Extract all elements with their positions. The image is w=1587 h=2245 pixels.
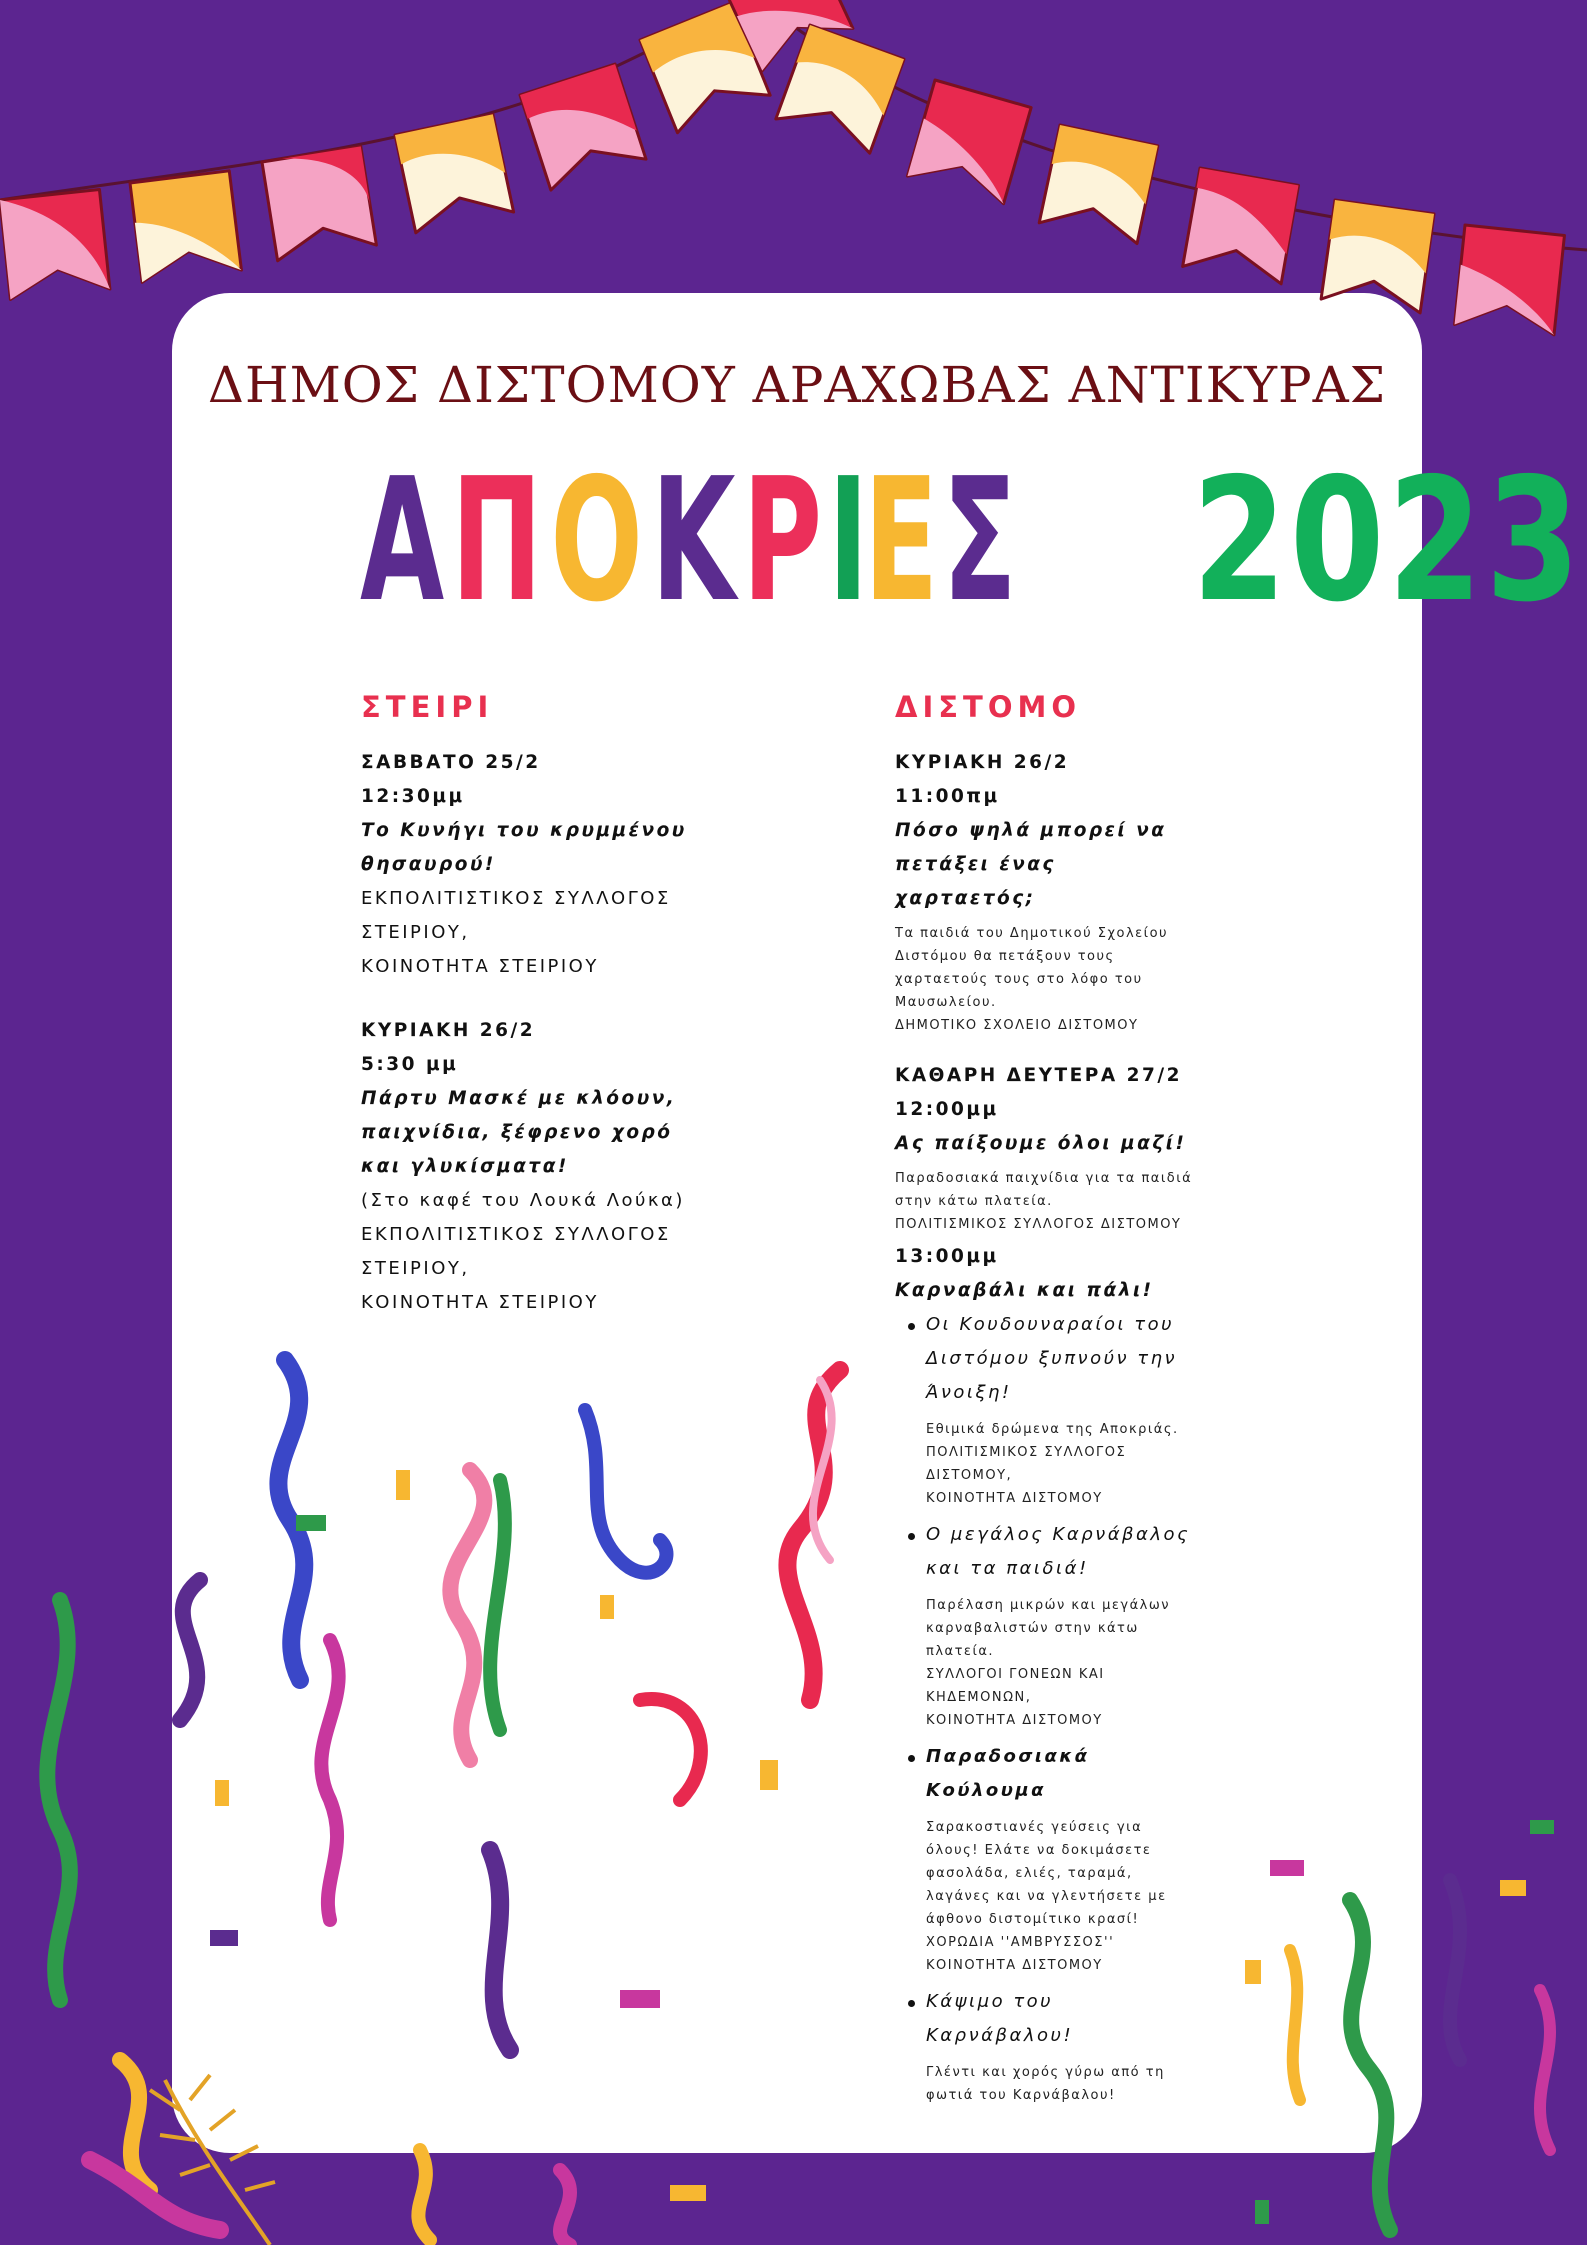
event-day: ΣΑΒΒΑΤΟ 25/2: [361, 752, 541, 773]
list-item-title: Οι Κουδουναραίοι του Διστόμου ξυπνούν την Άνοιξη!: [926, 1314, 1178, 1403]
list-item-description: Γλέντι και χορός γύρω από τη φωτιά του Καρνάβαλου!: [926, 2065, 1165, 2103]
distomo-title: ΔΙΣΤΟΜΟ: [895, 690, 1081, 724]
list-item-organizer: ΣΥΛΛΟΓΟΙ ΓΟΝΕΩΝ ΚΑΙ ΚΗΔΕΜΟΝΩΝ,: [926, 1667, 1105, 1705]
list-item-body: [926, 2061, 1195, 2107]
headline-year: 2023: [1192, 442, 1584, 640]
event-organizer: ΕΚΠΟΛΙΤΙΣΤΙΚΟΣ ΣΥΛΛΟΓΟΣ ΣΤΕΙΡΙΟΥ,: [361, 1224, 671, 1279]
flag-orange-3: [1321, 200, 1434, 313]
list-item-organizer: ΚΟΙΝΟΤΗΤΑ ΔΙΣΤΟΜΟΥ: [926, 1491, 1103, 1506]
event-organizer: ΚΟΙΝΟΤΗΤΑ ΣΤΕΙΡΙΟΥ: [361, 1292, 599, 1313]
event-day: ΚΥΡΙΑΚΗ 26/2: [361, 1020, 536, 1041]
headline-word: [360, 442, 1021, 640]
event-organizer: ΚΟΙΝΟΤΗΤΑ ΣΤΕΙΡΙΟΥ: [361, 956, 599, 977]
list-item-title: Ο μεγάλος Καρνάβαλος και τα παιδιά!: [926, 1524, 1191, 1579]
list-item-organizer: ΧΟΡΩΔΙΑ ''ΑΜΒΡΥΣΣΟΣ'': [926, 1935, 1115, 1950]
list-item-body: [926, 1418, 1195, 1510]
event-venue: (Στο καφέ του Λουκά Λούκα): [361, 1190, 685, 1211]
headline-letter: Ε: [864, 442, 941, 640]
municipality-title: ΔΗΜΟΣ ΔΙΣΤΟΜΟΥ ΑΡΑΧΩΒΑΣ ΑΝΤΙΚΥΡΑΣ: [207, 356, 1387, 414]
headline-letter: Ο: [550, 442, 646, 640]
event-organizer: ΔΗΜΟΤΙΚΟ ΣΧΟΛΕΙΟ ΔΙΣΤΟΜΟΥ: [895, 1018, 1139, 1033]
flag-cream-3: [1039, 125, 1158, 244]
event-description: Τα παιδιά του Δημοτικού Σχολείου Διστόμου θα πετάξουν τους χαρταετούς τους στο λόφο του Μαυσωλείου.: [895, 926, 1169, 1010]
list-item: [895, 1518, 1195, 1732]
event-title: Πόσο ψηλά μπορεί να πετάξει ένας χαρταετός;: [895, 820, 1167, 909]
headline-letter: Α: [360, 442, 447, 640]
list-item-description: Εθιμικά δρώμενα της Αποκριάς.: [926, 1422, 1179, 1437]
list-item-title: Κάψιμο του Καρνάβαλου!: [926, 1991, 1074, 2046]
flag-red-3: [907, 80, 1031, 204]
distomo-event-3: [895, 1240, 1195, 2107]
event-time: 12:00μμ: [895, 1099, 999, 1120]
list-item-organizer: ΠΟΛΙΤΙΣΜΙΚΟΣ ΣΥΛΛΟΓΟΣ ΔΙΣΤΟΜΟΥ,: [926, 1445, 1127, 1483]
distomo-event-2: [895, 1059, 1195, 1236]
headline-letter: Ι: [827, 442, 871, 640]
headline-letter: Σ: [942, 442, 1020, 640]
flag-red: [0, 190, 110, 300]
flag-red-4: [1455, 225, 1565, 335]
event-time: 11:00πμ: [895, 786, 1000, 807]
event-time: 5:30 μμ: [361, 1054, 459, 1075]
event-title: Καρναβάλι και πάλι!: [895, 1280, 1154, 1301]
flag-cream-2: [776, 25, 904, 153]
steiri-event-2: [361, 1014, 691, 1320]
event-title: Ας παίξουμε όλοι μαζί!: [895, 1133, 1187, 1154]
flag-pink: [262, 146, 376, 260]
flag-pink-3: [1183, 168, 1299, 284]
list-item-title: Παραδοσιακά Κούλουμα: [926, 1746, 1090, 1801]
list-item-body: [926, 1594, 1195, 1732]
event-organizer: ΠΟΛΙΤΙΣΜΙΚΟΣ ΣΥΛΛΟΓΟΣ ΔΙΣΤΟΜΟΥ: [895, 1217, 1182, 1232]
event-title: Το Κυνήγι του κρυμμένου θησαυρού!: [361, 820, 687, 875]
distomo-column: [895, 690, 1195, 2137]
event-day: ΚΑΘΑΡΗ ΔΕΥΤΕΡΑ 27/2: [895, 1065, 1182, 1086]
headline-letter: Κ: [651, 442, 739, 640]
distomo-event-1: [895, 746, 1195, 1037]
list-item: [895, 1308, 1195, 1510]
headline-letter: Ρ: [742, 442, 825, 640]
flag-cream: [395, 114, 514, 233]
list-item-description: Παρέλαση μικρών και μεγάλων καρναβαλιστών στην κάτω πλατεία.: [926, 1598, 1171, 1659]
steiri-column: [361, 690, 691, 1350]
headline-letter: Π: [450, 442, 545, 640]
list-item: [895, 1740, 1195, 1977]
carnival-headline: [360, 442, 1587, 640]
list-item-organizer: ΚΟΙΝΟΤΗΤΑ ΔΙΣΤΟΜΟΥ: [926, 1958, 1103, 1973]
event-title: Πάρτυ Μασκέ με κλόουν, παιχνίδια, ξέφρενο χορό και γλυκίσματα!: [361, 1088, 677, 1177]
steiri-event-1: [361, 746, 691, 984]
steiri-title: ΣΤΕΙΡΙ: [361, 690, 494, 724]
event-description: Παραδοσιακά παιχνίδια για τα παιδιά στην κάτω πλατεία.: [895, 1171, 1193, 1209]
list-item: [895, 1985, 1195, 2107]
carnival-program-list: [895, 1308, 1195, 2107]
flag-pink-2: [520, 64, 646, 190]
event-time: 12:30μμ: [361, 786, 465, 807]
event-day: ΚΥΡΙΑΚΗ 26/2: [895, 752, 1070, 773]
list-item-organizer: ΚΟΙΝΟΤΗΤΑ ΔΙΣΤΟΜΟΥ: [926, 1713, 1103, 1728]
flag-orange: [130, 171, 241, 282]
list-item-description: Σαρακοστιανές γεύσεις για όλους! Ελάτε να δοκιμάσετε φασολάδα, ελιές, ταραμά, λαγάνες και να γλεντήσετε με άφθονο διστομίτικο κρασί!: [926, 1820, 1167, 1927]
event-organizer: ΕΚΠΟΛΙΤΙΣΤΙΚΟΣ ΣΥΛΛΟΓΟΣ ΣΤΕΙΡΙΟΥ,: [361, 888, 671, 943]
list-item-body: [926, 1816, 1195, 1977]
event-time: 13:00μμ: [895, 1246, 999, 1267]
